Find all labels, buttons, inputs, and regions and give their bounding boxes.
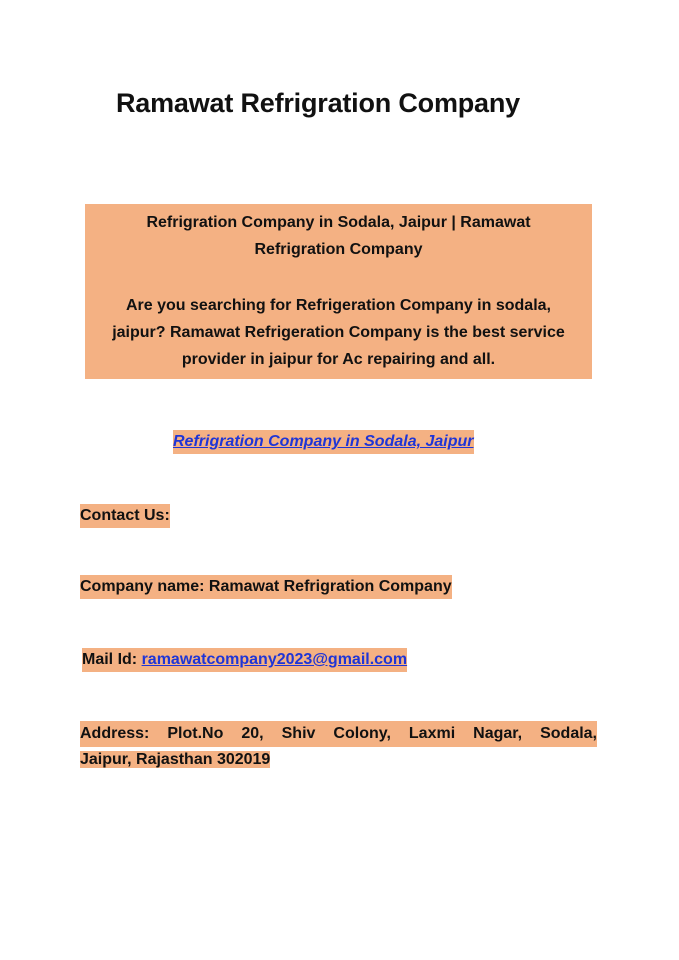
mail-line	[82, 648, 407, 672]
intro-paragraph-line-2: jaipur? Ramawat Refrigeration Company is the best service	[112, 324, 565, 341]
service-link-line	[173, 430, 474, 454]
address-line-2: Jaipur, Rajasthan 302019	[80, 751, 271, 768]
mail-label: Mail Id:	[82, 651, 138, 668]
intro-box	[85, 204, 592, 379]
document-title: Ramawat Refrigration Company	[116, 88, 520, 118]
address-block	[80, 721, 597, 773]
service-link[interactable]: Refrigration Company in Sodala, Jaipur	[173, 433, 474, 450]
intro-heading-line-1: Refrigration Company in Sodala, Jaipur | Ramawat	[146, 214, 531, 231]
intro-paragraph-line-1: Are you searching for Refrigeration Company in sodala,	[126, 297, 551, 314]
intro-paragraph-line-3: provider in jaipur for Ac repairing and all.	[181, 351, 496, 368]
contact-heading: Contact Us:	[80, 504, 170, 528]
address-line-1: Address: Plot.No 20, Shiv Colony, Laxmi Nagar, Sodala,	[80, 721, 597, 747]
intro-heading-line-2: Refrigration Company	[254, 241, 423, 258]
mail-link[interactable]: ramawatcompany2023@gmail.com	[141, 651, 408, 668]
intro-spacer	[85, 263, 592, 292]
company-name: Company name: Ramawat Refrigration Company	[80, 575, 452, 599]
